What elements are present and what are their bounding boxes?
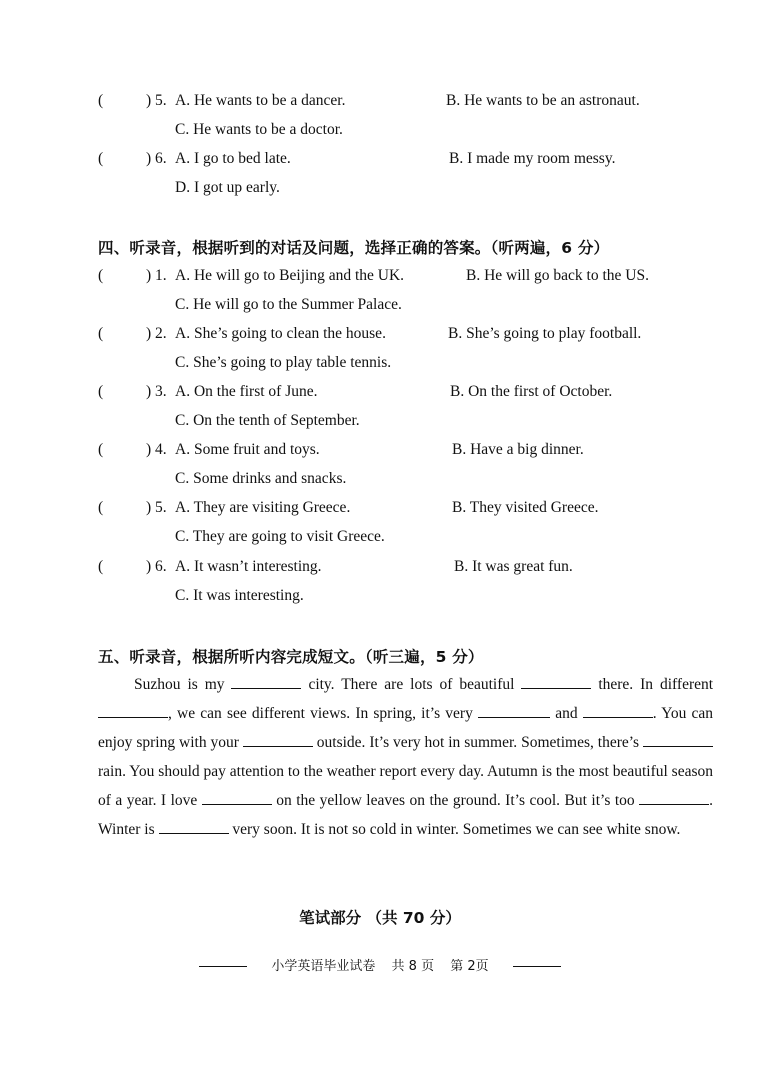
passage-text: very soon. It is not so cold in winter. Sometimes we can see white snow.: [232, 821, 681, 838]
passage-text: . You can enjoy spring with your: [98, 705, 714, 751]
passage-text: outside. It’s very hot in summer. Sometimes, there’s: [316, 734, 640, 751]
passage-text: , we can see different views. In spring, it’s very: [168, 705, 473, 722]
answer-paren: (: [98, 383, 104, 400]
passage-text: on the yellow leaves on the ground. It’s cool. But it’s too: [276, 792, 635, 809]
option-b: B. It was great fun.: [454, 558, 573, 575]
question-number: ) 2.: [146, 325, 167, 342]
blank-8[interactable]: [202, 790, 272, 805]
option-b: B. On the first of October.: [450, 383, 613, 400]
question-number: ) 1.: [146, 267, 167, 284]
footer-page-number: 第 2页: [450, 959, 489, 974]
option-a: A. They are visiting Greece.: [175, 499, 351, 516]
option-c: C. He wants to be a doctor.: [175, 121, 343, 138]
option-c: C. She’s going to play table tennis.: [175, 354, 392, 371]
answer-paren: (: [98, 499, 104, 516]
question-number: ) 6.: [146, 558, 167, 575]
blank-2[interactable]: [521, 674, 591, 689]
answer-paren: (: [98, 92, 104, 109]
option-c: C. He will go to the Summer Palace.: [175, 296, 402, 313]
section-4-heading: 四、听录音，根据听到的对话及问题，选择正确的答案。（听两遍，6 分）: [98, 239, 610, 257]
passage-text: there. In different: [598, 676, 714, 693]
option-b: B. They visited Greece.: [452, 499, 599, 516]
option-a: A. She’s going to clean the house.: [175, 325, 386, 342]
option-c: C. It was interesting.: [175, 587, 304, 604]
passage-text: rain. You should pay attention to the weather report every day. Autumn is the most beautiful season of a year. I love: [98, 763, 713, 809]
answer-paren: (: [98, 150, 104, 167]
option-c: C. Some drinks and snacks.: [175, 470, 347, 487]
question-number: ) 6.: [146, 150, 167, 167]
option-b: B. Have a big dinner.: [452, 441, 584, 458]
answer-paren: (: [98, 325, 104, 342]
page-footer: [0, 955, 760, 974]
blank-4[interactable]: [478, 703, 550, 718]
footer-title: 小学英语毕业试卷: [271, 959, 376, 974]
option-d: D. I got up early.: [175, 179, 280, 196]
passage-text: city. There are lots of beautiful: [308, 676, 515, 693]
blank-9[interactable]: [639, 790, 709, 805]
option-b: B. She’s going to play football.: [448, 325, 642, 342]
passage-text: . Winter is: [98, 792, 713, 838]
blank-7[interactable]: [643, 732, 713, 747]
option-a: A. He wants to be a dancer.: [175, 92, 346, 109]
footer-rule-left: [199, 966, 247, 967]
option-c: C. On the tenth of September.: [175, 412, 360, 429]
option-a: A. Some fruit and toys.: [175, 441, 320, 458]
option-a: A. I go to bed late.: [175, 150, 291, 167]
question-number: ) 5.: [146, 92, 167, 109]
answer-paren: (: [98, 558, 104, 575]
question-number: ) 5.: [146, 499, 167, 516]
option-b: B. He will go back to the US.: [466, 267, 649, 284]
footer-rule-right: [513, 966, 561, 967]
question-number: ) 4.: [146, 441, 167, 458]
option-a: A. On the first of June.: [175, 383, 318, 400]
passage-text: Suzhou is my: [134, 676, 225, 693]
option-a: A. It wasn’t interesting.: [175, 558, 322, 575]
option-c: C. They are going to visit Greece.: [175, 528, 385, 545]
cloze-passage: [98, 670, 713, 844]
blank-10[interactable]: [159, 819, 229, 834]
blank-5[interactable]: [583, 703, 653, 718]
option-b: B. He wants to be an astronaut.: [446, 92, 640, 109]
option-a: A. He will go to Beijing and the UK.: [175, 267, 405, 284]
answer-paren: (: [98, 267, 104, 284]
blank-1[interactable]: [231, 674, 301, 689]
blank-3[interactable]: [98, 703, 168, 718]
answer-paren: (: [98, 441, 104, 458]
blank-6[interactable]: [243, 732, 313, 747]
question-number: ) 3.: [146, 383, 167, 400]
section-5-heading: 五、听录音，根据所听内容完成短文。（听三遍，5 分）: [98, 648, 484, 666]
option-b: B. I made my room messy.: [449, 150, 616, 167]
footer-total-pages: 共 8 页: [391, 959, 435, 974]
written-part-title: 笔试部分 （共 70 分）: [299, 909, 461, 927]
passage-text: and: [555, 705, 578, 722]
